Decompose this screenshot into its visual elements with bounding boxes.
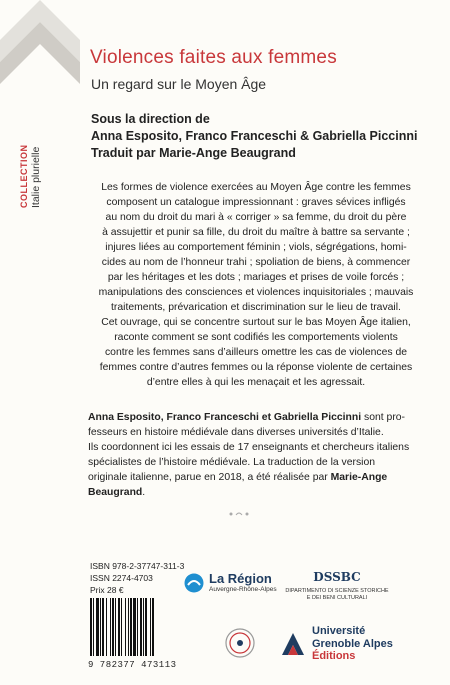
dssbc-line: DIPARTIMENTO DI SCIENZE STORICHE (285, 588, 389, 594)
book-title: Violences faites aux femmes (90, 47, 337, 68)
authors-line (88, 485, 424, 500)
editors-line: Anna Esposito, Franco Franceschi & Gabriella Piccinni (91, 129, 418, 143)
direction-line: Sous la direction de (91, 112, 210, 126)
uga-editions: Éditions (312, 650, 356, 662)
authors-text: . (142, 487, 146, 498)
editors-block (91, 111, 417, 162)
barcode-number: 9 782377 473113 (88, 660, 177, 670)
region-logo (184, 572, 277, 594)
blurb-line: femmes contre d’autres femmes ou la réponse violente de certaines (99, 362, 413, 373)
translator-name: Marie-Ange (330, 472, 388, 483)
book-subtitle: Un regard sur le Moyen Âge (91, 76, 267, 92)
isbn-block (90, 560, 184, 596)
uga-line: Grenoble Alpes (312, 637, 393, 650)
uga-logo (280, 625, 393, 663)
dssbc-wordmark: DSSBC (313, 570, 361, 584)
region-name: La Région (209, 571, 272, 586)
blurb-line: cides au nom de l’honneur trahi ; spoliation de biens, à commencer (101, 257, 411, 268)
authors-text: originale italienne, parue en 2018, a été réalisée par (88, 472, 331, 483)
blurb-line: à assujettir et punir sa fille, du droit du maître à battre sa servante ; (102, 227, 410, 238)
ornament-icon (228, 510, 250, 518)
authors-text: sont pro- (361, 412, 406, 423)
blurb-line: contre les femmes sans d’ailleurs omettre les cas de violences de (104, 347, 408, 358)
back-cover-blurb (88, 180, 424, 390)
issn: ISSN 2274-4703 (90, 573, 153, 583)
translator-name: Beaugrand (88, 487, 143, 498)
collection-series: Italie plurielle (30, 146, 42, 208)
collection-word: COLLECTION (19, 144, 29, 208)
isbn: ISBN 978-2-37747-311-3 (90, 561, 185, 571)
blurb-line: au nom du droit du mari à « corriger » sa femme, du droit du père (105, 212, 407, 223)
authors-line (88, 470, 424, 485)
blurb-line: par les héritages et les dots ; mariages et prises de voile forcés ; (107, 272, 405, 283)
authors-line (88, 410, 424, 425)
uga-line: Université (312, 625, 366, 637)
chevron-logo (0, 0, 80, 95)
translator-line: Traduit par Marie-Ange Beaugrand (91, 146, 296, 160)
blurb-line: injures liées au comportement féminin ; viols, ségrégations, homi- (105, 242, 407, 253)
collection-label (18, 98, 42, 208)
price: Prix 28 € (90, 585, 124, 595)
authors-line: fesseurs en histoire médiévale dans diverses universités d’Italie. (88, 427, 384, 438)
region-sub: Auvergne-Rhône-Alpes (209, 586, 277, 593)
authors-names: Anna Esposito, Franco Franceschi et Gabriella Piccinni (88, 412, 362, 423)
blurb-line: Les formes de violence exercées au Moyen Âge contre les femmes (101, 182, 411, 193)
blurb-line: composent un catalogue impressionnant : graves sévices infligés (106, 197, 406, 208)
blurb-line: traitements, prévarication et discrimination sur le lieu de travail. (111, 302, 401, 313)
barcode-icon (88, 598, 178, 668)
blurb-line: raconte comment se sont codifiés les comportements violents (114, 332, 398, 343)
region-icon (184, 573, 204, 593)
dssbc-logo (282, 570, 392, 602)
seal-icon (224, 627, 256, 659)
dssbc-line: E DEI BENI CULTURALI (306, 595, 368, 601)
blurb-line: d’entre elles à qui les menaçait et les agressait. (146, 377, 366, 388)
blurb-line: Cet ouvrage, qui se concentre surtout sur le bas Moyen Âge italien, (101, 317, 411, 328)
authors-line: Ils coordonnent ici les essais de 17 enseignants et chercheurs italiens (88, 442, 410, 453)
uga-mountain-icon (280, 631, 306, 657)
authors-line: spécialistes de l’histoire médiévale. La traduction de la version (88, 457, 376, 468)
authors-bio (88, 410, 424, 500)
blurb-line: manipulations des consciences et violences inquisitoriales ; mauvais (98, 287, 414, 298)
